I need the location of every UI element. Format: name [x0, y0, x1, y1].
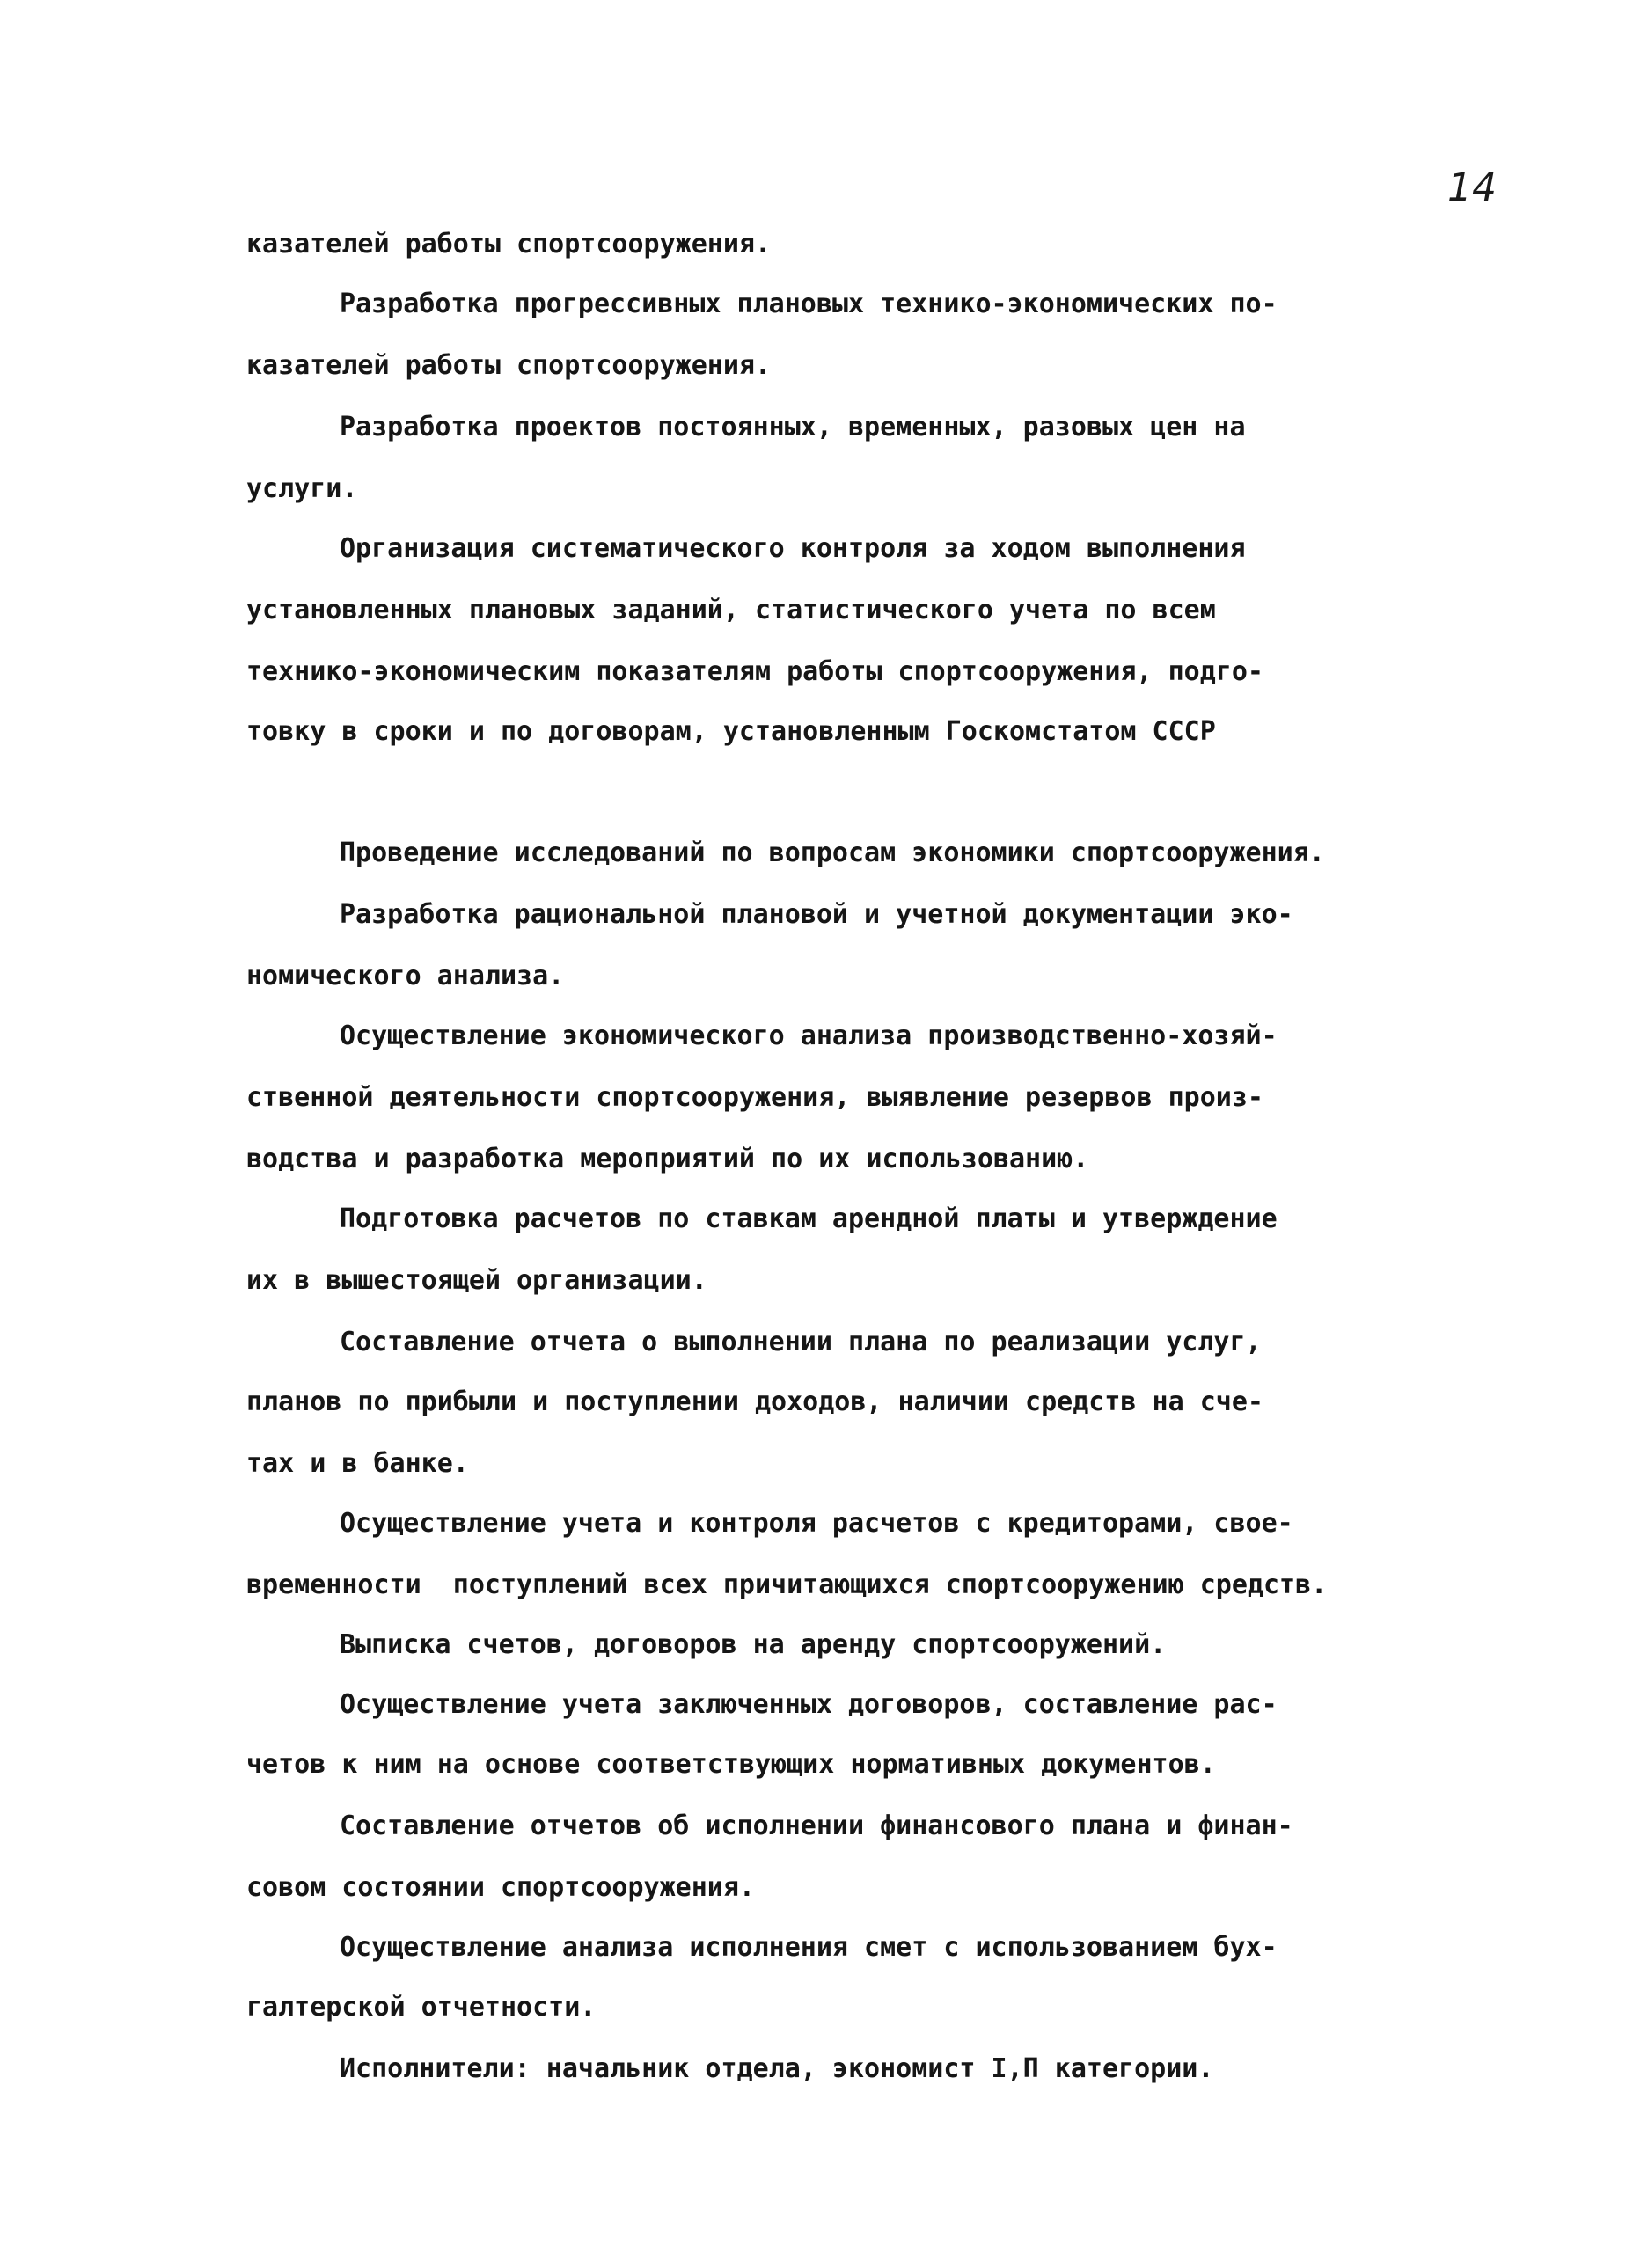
text-line: товку в сроки и по договорам, установленным Госкомстатом СССР [246, 716, 1216, 747]
text-line: Разработка проектов постоянных, временных, разовых цен на [340, 412, 1246, 443]
text-line: Осуществление учета заключенных договоров, составление рас- [340, 1689, 1278, 1720]
text-line: установленных плановых заданий, статистического учета по всем [246, 595, 1216, 626]
text-line: планов по прибыли и поступлении доходов, наличии средств на сче- [246, 1386, 1263, 1417]
text-line: услуги. [246, 473, 358, 504]
text-line: Осуществление анализа исполнения смет с использованием бух- [340, 1932, 1278, 1963]
text-line: Организация систематического контроля за ходом выполнения [340, 533, 1246, 564]
text-line: Осуществление экономического анализа производственно-хозяй- [340, 1021, 1278, 1051]
text-line: ственной деятельности спортсооружения, выявление резервов произ- [246, 1082, 1263, 1113]
text-line: Составление отчета о выполнении плана по реализации услуг, [340, 1327, 1262, 1357]
text-line: их в вышестоящей организации. [246, 1265, 707, 1296]
page-number: 14 [1447, 165, 1497, 210]
text-line: тах и в банке. [246, 1448, 469, 1479]
text-line: Подготовка расчетов по ставкам арендной платы и утверждение [340, 1204, 1278, 1234]
text-line: казателей работы спортсооружения. [246, 350, 772, 381]
text-line: номического анализа. [246, 961, 565, 991]
text-line: Разработка рациональной плановой и учетной документации эко- [340, 899, 1293, 930]
text-line: четов к ним на основе соответствующих нормативных документов. [246, 1749, 1216, 1780]
text-line: Исполнители: начальник отдела, экономист I,П категории. [340, 2053, 1214, 2084]
text-line: водства и разработка мероприятий по их использованию. [246, 1144, 1089, 1174]
text-line: галтерской отчетности. [246, 1992, 597, 2023]
text-line: Разработка прогрессивных плановых технико-экономических по- [340, 289, 1278, 319]
text-line: Выписка счетов, договоров на аренду спортсооружений. [340, 1629, 1167, 1660]
text-line: временности поступлений всех причитающихся спортсооружению средств. [246, 1569, 1328, 1600]
text-line: технико-экономическим показателям работы спортсооружения, подго- [246, 656, 1263, 687]
text-line: Проведение исследований по вопросам экономики спортсооружения. [340, 838, 1325, 868]
text-line: совом состоянии спортсооружения. [246, 1872, 755, 1903]
text-line: Осуществление учета и контроля расчетов с кредиторами, свое- [340, 1508, 1293, 1539]
text-line: казателей работы спортсооружения. [246, 229, 772, 260]
text-line: Составление отчетов об исполнении финансового плана и финан- [340, 1811, 1293, 1841]
